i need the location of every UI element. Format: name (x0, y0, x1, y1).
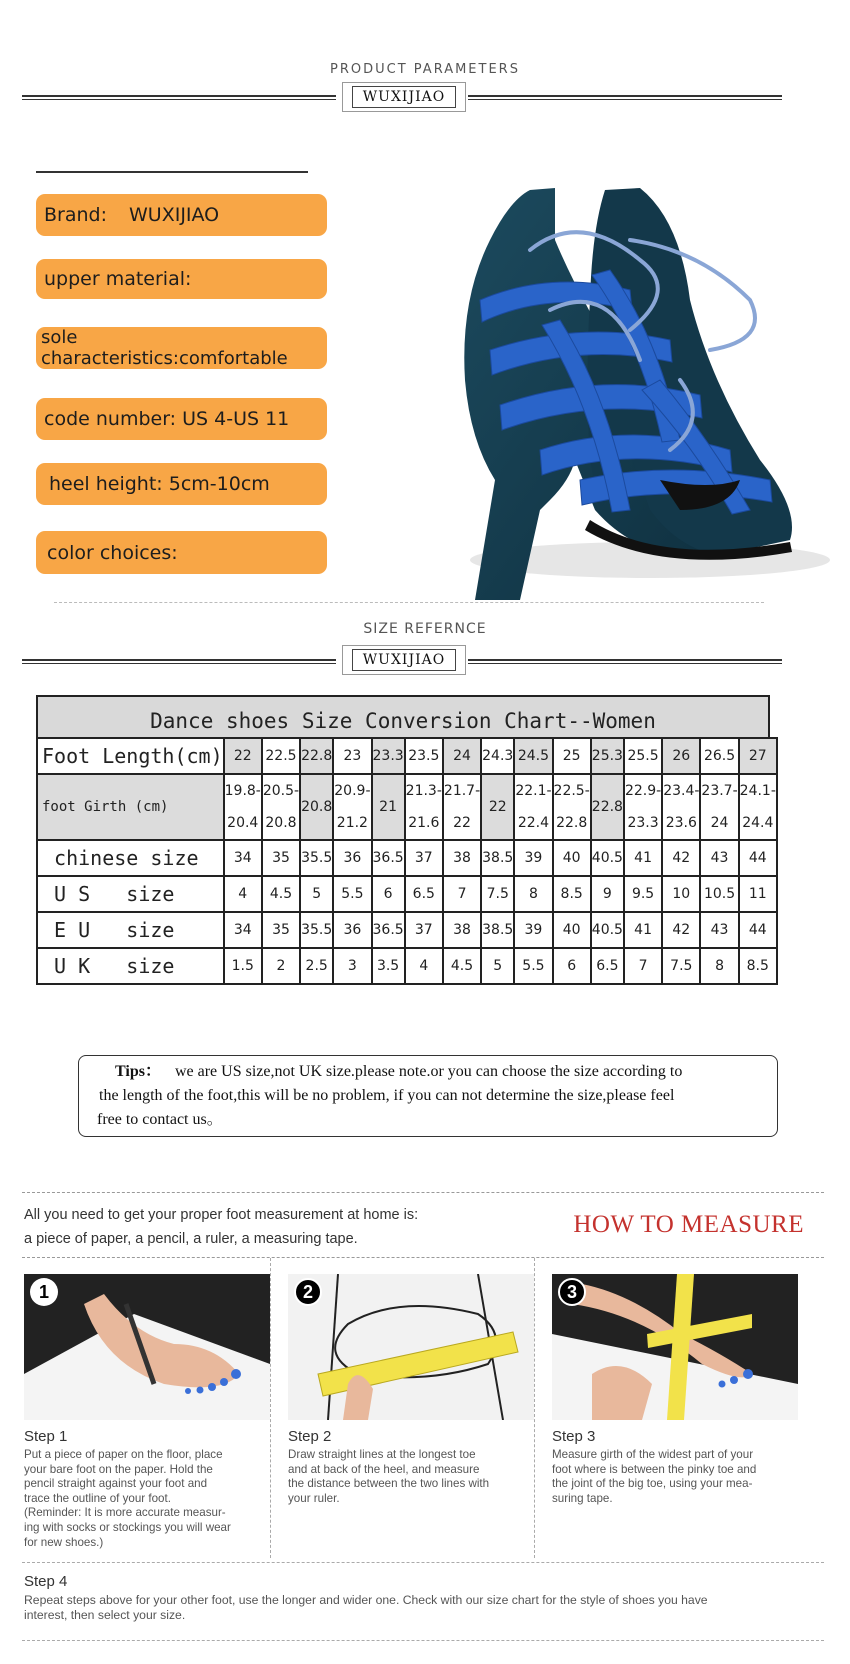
size-table-cell (624, 774, 662, 840)
step3-text-line: foot where is between the pinky toe and (552, 1462, 757, 1476)
step4-text (24, 1593, 824, 1622)
size-table-cell (405, 774, 443, 840)
param-brand (36, 194, 327, 236)
girth-cell-line: 20.4 (227, 815, 259, 831)
size-table-cell: 23 (333, 738, 371, 774)
step1-text-line: ing with socks or stockings you will wear (24, 1520, 231, 1534)
size-table-cell (739, 774, 777, 840)
param-sole-label: sole characteristics:comfortable (41, 327, 288, 369)
param-brand-value: WUXIJIAO (129, 204, 220, 226)
size-table-cell: 23.3 (372, 738, 405, 774)
tips-line-3: free to contact us。 (97, 1111, 223, 1128)
step1-title: Step 1 (24, 1428, 68, 1445)
step3-text (552, 1448, 792, 1506)
size-table-cell (262, 774, 300, 840)
step1-text (24, 1448, 264, 1550)
size-table-cell: 9 (591, 876, 624, 912)
size-table-cell (224, 774, 262, 840)
size-table-cell: 24.3 (481, 738, 514, 774)
param-code-number (36, 398, 327, 440)
divider-left (22, 95, 336, 100)
step1-text-line: your bare foot on the paper. Hold the (24, 1462, 213, 1476)
size-table-cell: 6 (553, 948, 591, 984)
tips-label: Tips： (115, 1063, 161, 1080)
size-table-cell: 2.5 (300, 948, 333, 984)
size-table-cell: 40 (553, 840, 591, 876)
divider-right-2 (468, 659, 782, 664)
size-table-cell: 5 (300, 876, 333, 912)
size-table-cell: 10 (662, 876, 700, 912)
section-title-parameters: PRODUCT PARAMETERS (330, 62, 520, 77)
size-table-cell: 3 (333, 948, 371, 984)
size-table-cell: 43 (700, 912, 738, 948)
measure-header (22, 1192, 824, 1258)
size-table (36, 737, 778, 985)
brand-badge (342, 82, 466, 112)
girth-cell-line: 21.6 (408, 815, 440, 831)
product-image-shoes (380, 180, 840, 620)
size-table-cell: 39 (514, 840, 552, 876)
step4-title: Step 4 (24, 1573, 68, 1590)
step4-divider-top (22, 1562, 824, 1563)
size-table-cell: 9.5 (624, 876, 662, 912)
size-table-cell: 23.5 (405, 738, 443, 774)
size-table-cell (333, 774, 371, 840)
size-table-cell: 35.5 (300, 912, 333, 948)
divider-right (468, 95, 782, 100)
size-table-cell: 22 (481, 774, 514, 840)
size-table-cell: 8 (700, 948, 738, 984)
step2-text-line: the distance between the two lines with (288, 1477, 490, 1491)
size-table-cell: 26.5 (700, 738, 738, 774)
size-table-cell: 40 (553, 912, 591, 948)
size-table-cell: 36.5 (372, 912, 405, 948)
step1-illustration (24, 1274, 270, 1420)
girth-cell-line: 23.7- (701, 783, 738, 799)
size-table-cell: 7 (624, 948, 662, 984)
size-table-title-box (36, 695, 770, 737)
step1-number-badge: 1 (30, 1278, 58, 1306)
girth-cell-line: 23.4- (663, 783, 700, 799)
shoe-illustration (380, 180, 840, 620)
step1-text-line: Put a piece of paper on the floor, place (24, 1448, 223, 1461)
step2-number-badge: 2 (294, 1278, 322, 1306)
size-table-cell: 25.3 (591, 738, 624, 774)
size-table-cell: 10.5 (700, 876, 738, 912)
size-table-cell: 37 (405, 912, 443, 948)
girth-cell-line: 22.1- (515, 783, 552, 799)
step1-text-line: (Reminder: It is more accurate measur- (24, 1506, 226, 1520)
size-table-cell: 25.5 (624, 738, 662, 774)
size-table-cell: 4 (224, 876, 262, 912)
measure-intro-line-1: All you need to get your proper foot measurement at home is: (24, 1207, 419, 1223)
size-table-cell: 6.5 (405, 876, 443, 912)
param-upper-material-label: upper material: (44, 268, 192, 290)
measure-intro (24, 1203, 418, 1251)
param-brand-label: Brand: (44, 204, 107, 226)
step2-text (288, 1448, 528, 1506)
size-table-cell: 35 (262, 912, 300, 948)
brand-badge-2 (342, 645, 466, 675)
divider-left-2 (22, 659, 336, 664)
size-table-row (37, 840, 777, 876)
size-table-row-label: E U size (37, 912, 224, 948)
param-sole (36, 327, 327, 369)
param-code-number-label: code number: US 4-US 11 (44, 408, 290, 430)
step2-text-line: Draw straight lines at the longest toe (288, 1448, 476, 1461)
step2-text-line: your ruler. (288, 1491, 340, 1505)
tips-box (78, 1055, 778, 1137)
step3-title: Step 3 (552, 1428, 596, 1445)
size-table-cell: 1.5 (224, 948, 262, 984)
step2-title: Step 2 (288, 1428, 332, 1445)
step3-text-line: the joint of the big toe, using your mea- (552, 1477, 753, 1491)
size-table-cell: 40.5 (591, 840, 624, 876)
step3-text-line: Measure girth of the widest part of your (552, 1448, 754, 1461)
size-table-row (37, 912, 777, 948)
girth-cell-line: 23.6 (665, 815, 697, 831)
step1-text-line: for new shoes.) (24, 1535, 104, 1549)
size-table-cell: 6.5 (591, 948, 624, 984)
step2-text-line: and at back of the heel, and measure (288, 1462, 480, 1476)
size-table-cell: 38.5 (481, 840, 514, 876)
size-table-cell: 8.5 (553, 876, 591, 912)
size-table-cell: 7 (443, 876, 481, 912)
step4-divider-bottom (22, 1640, 824, 1641)
size-table-cell: 41 (624, 912, 662, 948)
size-table-cell: 34 (224, 840, 262, 876)
tips-line-2: the length of the foot,this will be no problem, if you can not determine the size,please feel (99, 1087, 675, 1104)
size-table-row-label: U K size (37, 948, 224, 984)
size-table-cell: 24.5 (514, 738, 552, 774)
size-table-cell: 36 (333, 912, 371, 948)
size-table-cell: 36.5 (372, 840, 405, 876)
size-table-cell: 3.5 (372, 948, 405, 984)
param-color-choices-label: color choices: (47, 541, 178, 564)
size-table-cell: 42 (662, 840, 700, 876)
size-table-cell: 24 (443, 738, 481, 774)
girth-cell-line: 24.1- (739, 783, 776, 799)
size-table-cell: 44 (739, 912, 777, 948)
size-table-cell: 8 (514, 876, 552, 912)
size-table-cell: 40.5 (591, 912, 624, 948)
size-table-title: Dance shoes Size Conversion Chart--Women (150, 709, 656, 733)
girth-cell-line: 24.4 (742, 815, 774, 831)
size-table-cell: 42 (662, 912, 700, 948)
size-table-cell: 43 (700, 840, 738, 876)
girth-cell-line: 23.3 (627, 815, 659, 831)
tips-line-1: we are US size,not UK size.please note.or you can choose the size according to (174, 1063, 683, 1080)
step4-text-line: Repeat steps above for your other foot, use the longer and wider one. Check with our size chart for the style of shoes you have (24, 1593, 708, 1607)
step3-photo (552, 1274, 798, 1420)
step3-text-line: suring tape. (552, 1491, 613, 1505)
size-table-cell (443, 774, 481, 840)
size-table-cell: 2 (262, 948, 300, 984)
param-heel-height-label: heel height: 5cm-10cm (49, 473, 270, 495)
size-table-cell: 36 (333, 840, 371, 876)
size-table-cell: 7.5 (662, 948, 700, 984)
measure-intro-line-2: a piece of paper, a pencil, a ruler, a measuring tape. (24, 1231, 358, 1247)
size-table-row (37, 876, 777, 912)
size-table-cell: 5 (481, 948, 514, 984)
girth-cell-line: 21.3- (405, 783, 442, 799)
size-table-cell: 44 (739, 840, 777, 876)
girth-cell-line: 20.5- (262, 783, 300, 799)
column-divider-1 (270, 1258, 271, 1558)
girth-cell-line: 20.9- (334, 783, 371, 799)
step1-photo (24, 1274, 270, 1420)
size-table-cell: 38.5 (481, 912, 514, 948)
size-table-cell: 4 (405, 948, 443, 984)
size-table-row-label: chinese size (37, 840, 224, 876)
girth-cell-line: 24 (710, 815, 729, 831)
size-table-cell: 5.5 (514, 948, 552, 984)
step1-text-line: pencil straight against your foot and (24, 1477, 208, 1491)
column-divider-2 (534, 1258, 535, 1558)
size-table-cell: 27 (739, 738, 777, 774)
size-table-row (37, 738, 777, 774)
size-table-cell: 22.8 (591, 774, 624, 840)
size-table-cell (700, 774, 738, 840)
section-title-size: SIZE REFERNCE (363, 621, 487, 637)
size-table-cell (662, 774, 700, 840)
size-table-row (37, 774, 777, 840)
size-table-cell: 25 (553, 738, 591, 774)
size-table-cell (514, 774, 552, 840)
size-table-cell: 11 (739, 876, 777, 912)
size-table-cell: 21 (372, 774, 405, 840)
size-table-row-label: U S size (37, 876, 224, 912)
size-table-cell: 4.5 (443, 948, 481, 984)
param-color-choices (36, 531, 327, 574)
step1-text-line: trace the outline of your foot. (24, 1491, 171, 1505)
section-separator (54, 602, 764, 603)
size-table-cell: 38 (443, 840, 481, 876)
size-table-cell: 22.8 (300, 738, 333, 774)
brand-badge-2-text: WUXIJIAO (352, 649, 456, 671)
girth-cell-line: 22.9- (624, 783, 662, 799)
size-table-cell: 7.5 (481, 876, 514, 912)
step3-illustration (552, 1274, 798, 1420)
params-top-rule (36, 171, 308, 173)
step3-number-badge: 3 (558, 1278, 586, 1306)
size-table-cell: 22 (224, 738, 262, 774)
size-table-cell (553, 774, 591, 840)
girth-cell-line: 22.5- (553, 783, 590, 799)
girth-cell-line: 22.4 (517, 815, 550, 831)
size-table-row-label: Foot Length(cm) (37, 738, 224, 774)
size-table-cell: 22.5 (262, 738, 300, 774)
size-table-cell: 39 (514, 912, 552, 948)
size-table-cell: 6 (372, 876, 405, 912)
girth-cell-line: 21.7- (443, 783, 481, 799)
size-table-cell: 35 (262, 840, 300, 876)
step2-photo (288, 1274, 534, 1420)
size-table-cell: 34 (224, 912, 262, 948)
size-table-cell: 5.5 (333, 876, 371, 912)
how-to-measure-heading: HOW TO MEASURE (573, 1211, 804, 1238)
size-table-cell: 4.5 (262, 876, 300, 912)
size-table-cell: 20.8 (300, 774, 333, 840)
size-table-cell: 38 (443, 912, 481, 948)
girth-cell-line: 22.8 (556, 815, 588, 831)
param-upper-material (36, 259, 327, 299)
param-heel-height (36, 463, 327, 505)
girth-cell-line: 21.2 (336, 815, 368, 831)
step4-text-line: interest, then select your size. (24, 1607, 186, 1622)
size-table-row (37, 948, 777, 984)
step2-illustration (288, 1274, 534, 1420)
size-table-cell: 41 (624, 840, 662, 876)
size-table-cell: 8.5 (739, 948, 777, 984)
brand-badge-text: WUXIJIAO (352, 86, 456, 108)
girth-cell-line: 19.8- (224, 783, 261, 799)
girth-cell-line: 22 (453, 815, 471, 831)
size-table-cell: 26 (662, 738, 700, 774)
size-table-cell: 35.5 (300, 840, 333, 876)
size-table-row-label: foot Girth (cm) (37, 774, 224, 840)
girth-cell-line: 20.8 (265, 815, 297, 831)
size-table-cell: 37 (405, 840, 443, 876)
